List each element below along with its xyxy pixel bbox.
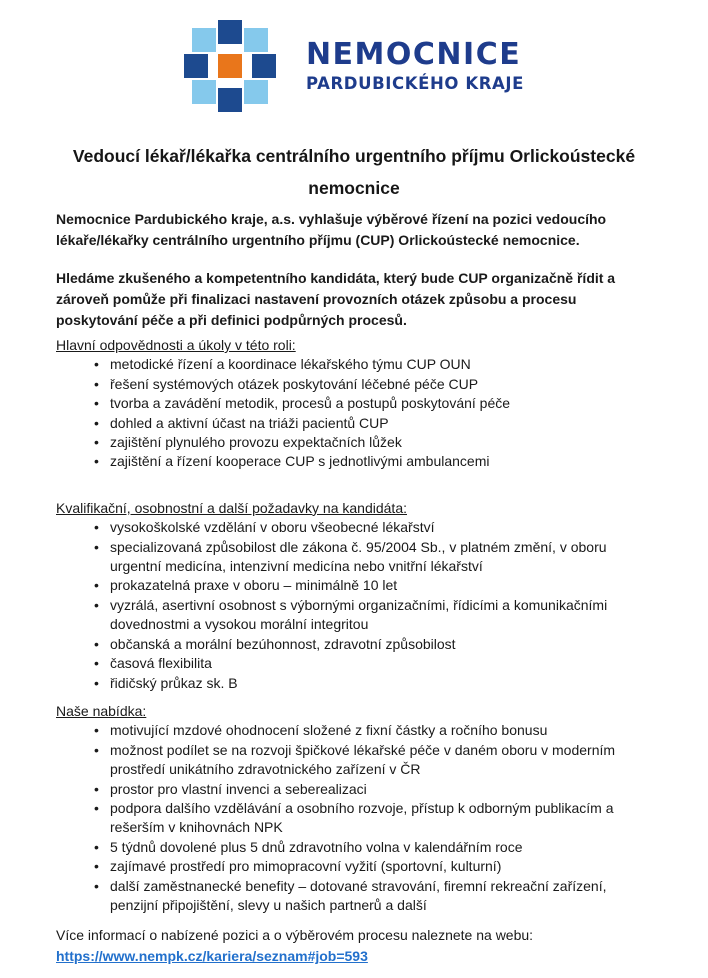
logo-square-bottom <box>218 88 242 112</box>
bullet-icon <box>94 518 99 537</box>
list-item: • 5 týdnů dovolené plus 5 dnů zdravotního volna v kalendářním roce <box>56 838 652 857</box>
offer-heading: Naše nabídka: <box>56 702 147 719</box>
bullet-icon <box>94 394 99 413</box>
intro-paragraph-1: Nemocnice Pardubického kraje, a.s. vyhlašuje výběrové řízení na pozici vedoucího lékaře/lékařky centrálního urgentního příjmu (CUP) Orlickoústecké nemocnice. <box>56 211 607 248</box>
logo-square-top-right <box>244 28 268 52</box>
bullet-icon <box>94 654 99 673</box>
footer <box>56 925 652 967</box>
list-item: • vyzrálá, asertivní osobnost s výbornými organizačními, řídicími a komunikačními dovednostmi a vysokou morální integritou <box>56 596 652 635</box>
section-requirements <box>56 499 652 693</box>
bullet-icon <box>94 674 99 693</box>
logo-square-bottom-left <box>192 80 216 104</box>
page-title <box>56 140 652 204</box>
logo-square-center <box>218 54 242 78</box>
list-item: • metodické řízení a koordinace lékařského týmu CUP OUN <box>56 355 652 374</box>
list-item: • tvorba a zavádění metodik, procesů a postupů poskytování péče <box>56 394 652 413</box>
list-item: • motivující mzdové ohodnocení složené z fixní částky a ročního bonusu <box>56 721 652 740</box>
list-item: • občanská a morální bezúhonnost, zdravotní způsobilost <box>56 635 652 654</box>
bullet-icon <box>94 576 99 595</box>
job-posting-link[interactable]: https://www.nempk.cz/kariera/seznam#job=593 <box>56 948 368 965</box>
responsibilities-list <box>56 355 652 471</box>
list-item: • zajištění plynulého provozu expektačních lůžek <box>56 433 652 452</box>
requirements-heading: Kvalifikační, osobnostní a další požadavky na kandidáta: <box>56 499 407 516</box>
list-item: • další zaměstnanecké benefity – dotované stravování, firemní rekreační zařízení, penzijní připojištění, slevy u našich partnerů a další <box>56 877 652 916</box>
list-item: • prokazatelná praxe v oboru – minimálně 10 let <box>56 576 652 595</box>
list-item: • dohled a aktivní účast na triáži pacientů CUP <box>56 414 652 433</box>
list-item: • zajištění a řízení kooperace CUP s jednotlivými ambulancemi <box>56 452 652 471</box>
list-item: • možnost podílet se na rozvoji špičkové lékařské péče v daném oboru v moderním prostředí unikátního zdravotnického zařízení v ČR <box>56 741 652 780</box>
logo-region: PARDUBICKÉHO KRAJE <box>305 73 525 93</box>
list-item: • podpora dalšího vzdělávání a osobního rozvoje, přístup k odborným publikacím a rešerším v knihovnách NPK <box>56 799 652 838</box>
requirements-list <box>56 518 652 693</box>
intro-paragraph-2: Hledáme zkušeného a kompetentního kandidáta, který bude CUP organizačně řídit a zároveň pomůže při finalizaci nastavení provozních otázek způsobu a procesu poskytování péče a při definici podpůrných procesů. <box>56 270 616 328</box>
page-title-line2: nemocnice <box>308 178 400 198</box>
bullet-icon <box>94 596 99 615</box>
list-item: • řidičský průkaz sk. B <box>56 674 652 693</box>
bullet-icon <box>94 414 99 433</box>
bullet-icon <box>94 538 99 557</box>
bullet-icon <box>94 355 99 374</box>
list-item: • vysokoškolské vzdělání v oboru všeobecné lékařství <box>56 518 652 537</box>
page-title-line1: Vedoucí lékař/lékařka centrálního urgentního příjmu Orlickoústecké <box>72 146 636 166</box>
list-item: • řešení systémových otázek poskytování léčebné péče CUP <box>56 375 652 394</box>
bullet-icon <box>94 780 99 799</box>
bullet-icon <box>94 877 99 896</box>
logo-wordmark <box>306 39 524 93</box>
list-item: • specializovaná způsobilost dle zákona č. 95/2004 Sb., v platném změní, v oboru urgentní medicína, intenzivní medicína nebo vnitřní lékařství <box>56 538 652 577</box>
section-responsibilities <box>56 336 652 472</box>
footer-more-info-text: Více informací o nabízené pozici a o výběrovém procesu naleznete na webu: <box>56 927 534 944</box>
hospital-cross-logo-icon <box>184 20 276 112</box>
logo-square-left <box>184 54 208 78</box>
bullet-icon <box>94 433 99 452</box>
bullet-icon <box>94 375 99 394</box>
bullet-icon <box>94 799 99 818</box>
bullet-icon <box>94 741 99 760</box>
list-item: • prostor pro vlastní invenci a seberealizaci <box>56 780 652 799</box>
logo-square-bottom-right <box>244 80 268 104</box>
logo <box>56 15 652 117</box>
logo-square-right <box>252 54 276 78</box>
logo-name: NEMOCNICE <box>305 37 522 73</box>
logo-square-top-left <box>192 28 216 52</box>
bullet-icon <box>94 838 99 857</box>
bullet-icon <box>94 452 99 471</box>
bullet-icon <box>94 635 99 654</box>
list-item: • zajímavé prostředí pro mimopracovní vyžití (sportovní, kulturní) <box>56 857 652 876</box>
responsibilities-heading: Hlavní odpovědnosti a úkoly v této roli: <box>56 337 296 353</box>
list-item: • časová flexibilita <box>56 654 652 673</box>
section-offer <box>56 702 652 915</box>
offer-list <box>56 721 652 915</box>
bullet-icon <box>94 857 99 876</box>
logo-square-top <box>218 20 242 44</box>
bullet-icon <box>94 721 99 740</box>
